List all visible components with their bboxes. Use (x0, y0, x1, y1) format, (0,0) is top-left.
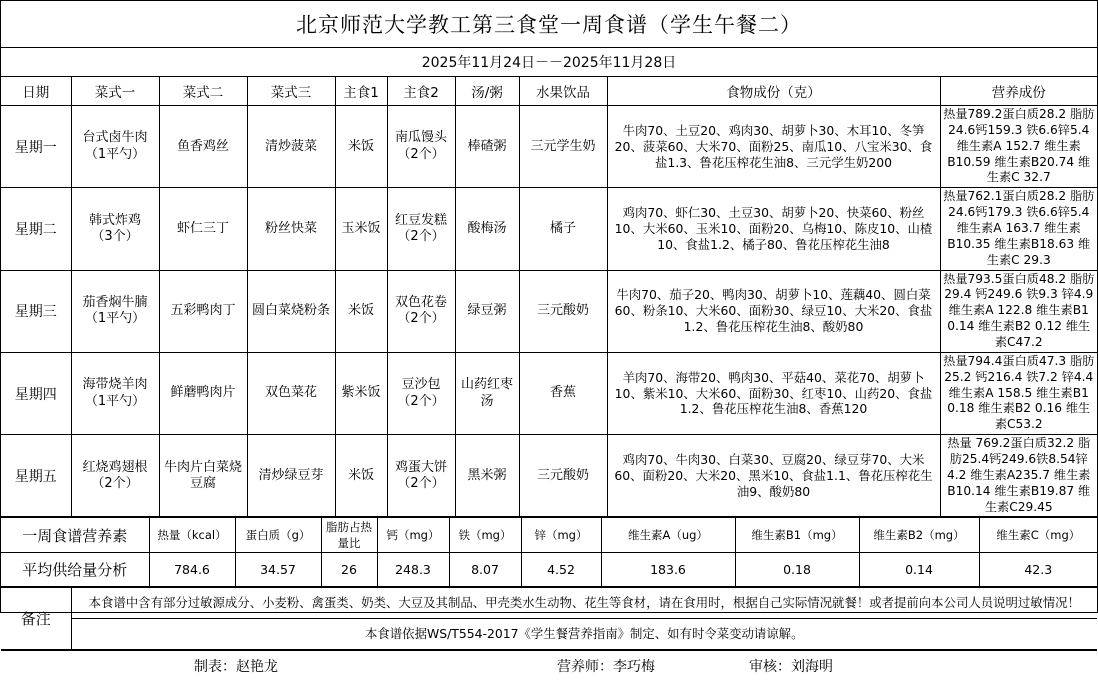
row-soup: 山药红枣汤 (455, 352, 519, 434)
row-staple-2: 豆沙包 （2个） (387, 352, 455, 434)
summary-col-vitamin-a: 维生素A（ug） (601, 518, 735, 553)
summary-value-row (1, 553, 1097, 587)
header-ingredients: 食物成份（克） (607, 77, 940, 106)
summary-col-energy: 热量（kcal） (149, 518, 235, 553)
row-fruit-drink: 三元学生奶 (519, 106, 607, 188)
summary-col-calcium: 钙（mg） (377, 518, 449, 553)
row-staple-2: 双色花卷 （2个） (387, 270, 455, 352)
summary-col-vitamin-c: 维生素C（mg） (979, 518, 1097, 553)
row-ingredients: 羊肉70、海带20、鸭肉30、平菇40、菜花70、胡萝卜10、紫米10、大米60、面粉30、红枣10、山药20、食盐1.2、鲁花压榨花生油8、香蕉120 (607, 352, 940, 434)
weekly-menu-table (1, 1, 1097, 517)
row-staple-1: 米饭 (335, 435, 387, 517)
row-staple-2: 红豆发糕 （2个） (387, 188, 455, 270)
row-soup: 酸梅汤 (455, 188, 519, 270)
signature-spacer-mid (361, 651, 481, 681)
header-staple-2: 主食2 (387, 77, 455, 106)
row-dish-2: 虾仁三丁 (159, 188, 247, 270)
header-fruit-drink: 水果饮品 (519, 77, 607, 106)
summary-col-protein: 蛋白质（g） (235, 518, 321, 553)
row-fruit-drink: 三元酸奶 (519, 435, 607, 517)
row-dish-1: 韩式炸鸡 （3个） (71, 188, 159, 270)
summary-col-vitamin-b1: 维生素B1（mg） (735, 518, 859, 553)
table-row (1, 352, 1097, 434)
remarks-label: 备注 (1, 588, 71, 650)
row-dish-3: 清炒绿豆芽 (247, 435, 335, 517)
row-dish-2: 鲜蘑鸭肉片 (159, 352, 247, 434)
nutrition-summary-table (1, 517, 1097, 587)
row-nutrition: 热量762.1蛋白质28.2 脂肪 24.6钙179.3 铁6.6锌5.4 维生素A 163.7 维生素B10.35 维生素B18.63 维生素C 29.3 (940, 188, 1097, 270)
row-ingredients: 牛肉70、土豆20、鸡肉30、胡萝卜30、木耳10、冬笋20、菠菜60、大米70、面粉25、南瓜10、八宝米30、食盐1.3、鲁花压榨花生油8、三元学生奶200 (607, 106, 940, 188)
header-dish-2: 菜式二 (159, 77, 247, 106)
row-dish-1: 红烧鸡翅根 （2个） (71, 435, 159, 517)
header-nutrition: 营养成份 (940, 77, 1097, 106)
row-day: 星期二 (1, 188, 71, 270)
signature-nutritionist: 营养师：李巧梅 (481, 651, 731, 681)
column-header-row (1, 77, 1097, 106)
row-soup: 棒碴粥 (455, 106, 519, 188)
table-row (1, 435, 1097, 517)
row-dish-1: 海带烧羊肉 （1平勺） (71, 352, 159, 434)
row-dish-2: 五彩鸭肉丁 (159, 270, 247, 352)
signature-spacer-left (1, 651, 111, 681)
summary-col-vitamin-b2: 维生素B2（mg） (859, 518, 979, 553)
row-day: 星期一 (1, 106, 71, 188)
summary-col-fat-ratio: 脂肪占热量比 (321, 518, 377, 553)
table-row (1, 270, 1097, 352)
summary-value-protein: 34.57 (235, 553, 321, 587)
summary-value-fat-ratio: 26 (321, 553, 377, 587)
header-date: 日期 (1, 77, 71, 106)
row-fruit-drink: 香蕉 (519, 352, 607, 434)
summary-value-vitamin-b1: 0.18 (735, 553, 859, 587)
date-range: 2025年11月24日－－2025年11月28日 (1, 48, 1097, 77)
summary-value-vitamin-a: 183.6 (601, 553, 735, 587)
summary-col-iron: 铁（mg） (449, 518, 521, 553)
row-ingredients: 鸡肉70、虾仁30、土豆30、胡萝卜20、快菜60、粉丝10、大米60、玉米10、面粉20、乌梅10、陈皮10、山楂10、食盐1.2、橘子80、鲁花压榨花生油8 (607, 188, 940, 270)
summary-value-energy: 784.6 (149, 553, 235, 587)
remarks-row-allergen (1, 588, 1097, 619)
remarks-row-standard (1, 619, 1097, 650)
summary-value-vitamin-c: 42.3 (979, 553, 1097, 587)
summary-value-calcium: 248.3 (377, 553, 449, 587)
summary-value-zinc: 4.52 (521, 553, 601, 587)
row-dish-3: 双色菜花 (247, 352, 335, 434)
row-staple-1: 米饭 (335, 270, 387, 352)
remarks-table (1, 587, 1097, 650)
row-dish-1: 茄香焖牛腩 （1平勺） (71, 270, 159, 352)
row-dish-3: 清炒菠菜 (247, 106, 335, 188)
row-ingredients: 牛肉70、茄子20、鸭肉30、胡萝卜10、莲藕40、圆白菜60、粉条10、大米60、面粉30、绿豆10、大米20、食盐1.2、鲁花压榨花生油8、酸奶80 (607, 270, 940, 352)
row-ingredients: 鸡肉70、牛肉30、白菜30、豆腐20、绿豆芽70、大米60、面粉20、大米20、黑米10、食盐1.1、鲁花压榨花生油9、酸奶80 (607, 435, 940, 517)
row-staple-1: 玉米饭 (335, 188, 387, 270)
row-dish-1: 台式卤牛肉 （1平勺） (71, 106, 159, 188)
row-dish-2: 鱼香鸡丝 (159, 106, 247, 188)
summary-header-row (1, 518, 1097, 553)
row-fruit-drink: 橘子 (519, 188, 607, 270)
row-staple-2: 鸡蛋大饼 （2个） (387, 435, 455, 517)
summary-value-vitamin-b2: 0.14 (859, 553, 979, 587)
table-row (1, 188, 1097, 270)
table-row (1, 106, 1097, 188)
row-staple-1: 紫米饭 (335, 352, 387, 434)
header-soup: 汤/粥 (455, 77, 519, 106)
remarks-standard-text: 本食谱依据WS/T554-2017《学生餐营养指南》制定、如有时令菜变动请谅解。 (71, 619, 1097, 650)
signature-maker: 制表：赵艳龙 (111, 651, 361, 681)
row-day: 星期五 (1, 435, 71, 517)
header-dish-1: 菜式一 (71, 77, 159, 106)
summary-col-zinc: 锌（mg） (521, 518, 601, 553)
signature-spacer-right (851, 651, 1097, 681)
date-range-row (1, 48, 1097, 77)
page-title: 北京师范大学教工第三食堂一周食谱（学生午餐二） (1, 1, 1097, 48)
signature-row (1, 651, 1097, 681)
summary-value-iron: 8.07 (449, 553, 521, 587)
row-day: 星期四 (1, 352, 71, 434)
row-fruit-drink: 三元酸奶 (519, 270, 607, 352)
summary-avg-label: 平均供给量分析 (1, 553, 149, 587)
row-soup: 黑米粥 (455, 435, 519, 517)
row-nutrition: 热量 769.2蛋白质32.2 脂肪25.4钙249.6铁8.54锌4.2 维生素A235.7 维生素B10.14 维生素B19.87 维生素C29.45 (940, 435, 1097, 517)
header-staple-1: 主食1 (335, 77, 387, 106)
row-dish-3: 粉丝快菜 (247, 188, 335, 270)
summary-row-label: 一周食谱营养素 (1, 518, 149, 553)
row-dish-2: 牛肉片白菜烧豆腐 (159, 435, 247, 517)
row-staple-2: 南瓜馒头 （2个） (387, 106, 455, 188)
row-nutrition: 热量794.4蛋白质47.3 脂肪 25.2 钙216.4 铁7.2 锌4.4 维生素A 158.5 维生素B1 0.18 维生素B2 0.16 维生素C53.2 (940, 352, 1097, 434)
row-nutrition: 热量789.2蛋白质28.2 脂肪 24.6钙159.3 铁6.6锌5.4 维生素A 152.7 维生素B10.59 维生素B20.74 维生素C 32.7 (940, 106, 1097, 188)
row-soup: 绿豆粥 (455, 270, 519, 352)
row-day: 星期三 (1, 270, 71, 352)
row-nutrition: 热量793.5蛋白质48.2 脂肪 29.4 钙249.6 铁9.3 锌4.9 维生素A 122.8 维生素B1 0.14 维生素B2 0.12 维生素C47.2 (940, 270, 1097, 352)
header-dish-3: 菜式三 (247, 77, 335, 106)
row-staple-1: 米饭 (335, 106, 387, 188)
signature-table (1, 650, 1097, 681)
remarks-allergen-text: 本食谱中含有部分过敏源成分、小麦粉、禽蛋类、奶类、大豆及其制品、甲壳类水生动物、花生等食材，请在食用时，根据自己实际情况就餐！或者提前向本公司人员说明过敏情况！ (71, 588, 1097, 619)
signature-reviewer: 审核：刘海明 (731, 651, 851, 681)
title-row (1, 1, 1097, 48)
row-dish-3: 圆白菜烧粉条 (247, 270, 335, 352)
